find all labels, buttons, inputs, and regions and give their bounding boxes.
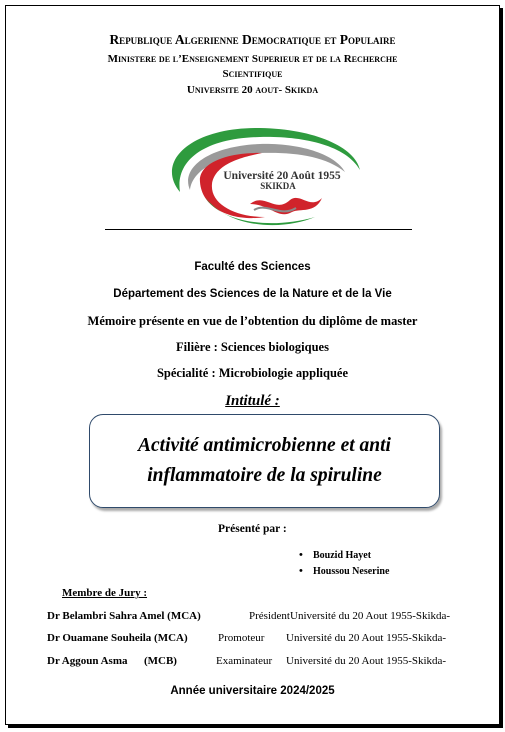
academic-year: Année universitaire 2024/2025: [170, 685, 335, 697]
filiere: Filière : Sciences biologiques: [176, 340, 329, 354]
jury-member-name: Dr Ouamane Souheila (MCA): [47, 632, 188, 644]
header-university: Universite 20 aout- Skikda: [186, 84, 319, 96]
header-ministry-line: Ministere de l’Enseignement Superieur et de la Recherche: [107, 53, 398, 65]
faculty: Faculté des Sciences: [194, 261, 311, 273]
thesis-title-box: [89, 414, 440, 508]
logo-text-city: SKIKDA: [260, 181, 296, 191]
thesis-title-line-1: Activité antimicrobienne et anti: [138, 435, 391, 456]
jury-member-university: Université du 20 Aout 1955-Skikda-: [286, 655, 447, 667]
thesis-title: [138, 431, 391, 491]
header-republic: Republique Algerienne Democratique et Populaire: [109, 32, 396, 47]
jury-member-role: Examinateur: [216, 655, 273, 667]
thesis-title-line-2: inflammatoire de la spiruline: [147, 465, 382, 486]
memoire-statement: Mémoire présente en vue de l’obtention du diplôme de master: [87, 314, 418, 328]
specialite: Spécialité : Microbiologie appliquée: [156, 366, 349, 380]
presented-by-label: Présenté par :: [218, 523, 287, 535]
jury-member-role: Promoteur: [218, 632, 265, 644]
department: Département des Sciences de la Nature et de la Vie: [113, 288, 392, 300]
author-2: • Houssou Neserine: [313, 566, 389, 577]
divider-line: [105, 229, 412, 230]
university-logo-icon: [150, 122, 365, 232]
logo-text-university: Université 20 Août 1955: [223, 170, 341, 182]
jury-member-university: Université du 20 Aout 1955-Skikda-: [286, 632, 447, 644]
author-1: • Bouzid Hayet: [313, 550, 371, 561]
jury-member-name: Dr Belambri Sahra Amel (MCA): [47, 610, 201, 622]
jury-member-university: Université du 20 Aout 1955-Skikda-: [290, 610, 451, 622]
jury-label: Membre de Jury :: [62, 587, 148, 599]
jury-member-role: Président: [249, 610, 290, 622]
header-ministry: [0, 52, 505, 82]
intitule-label: Intitulé :: [225, 393, 280, 409]
header-ministry-line-2: Scientifique: [222, 68, 283, 80]
jury-member-name: Dr Aggoun Asma (MCB): [47, 655, 177, 667]
